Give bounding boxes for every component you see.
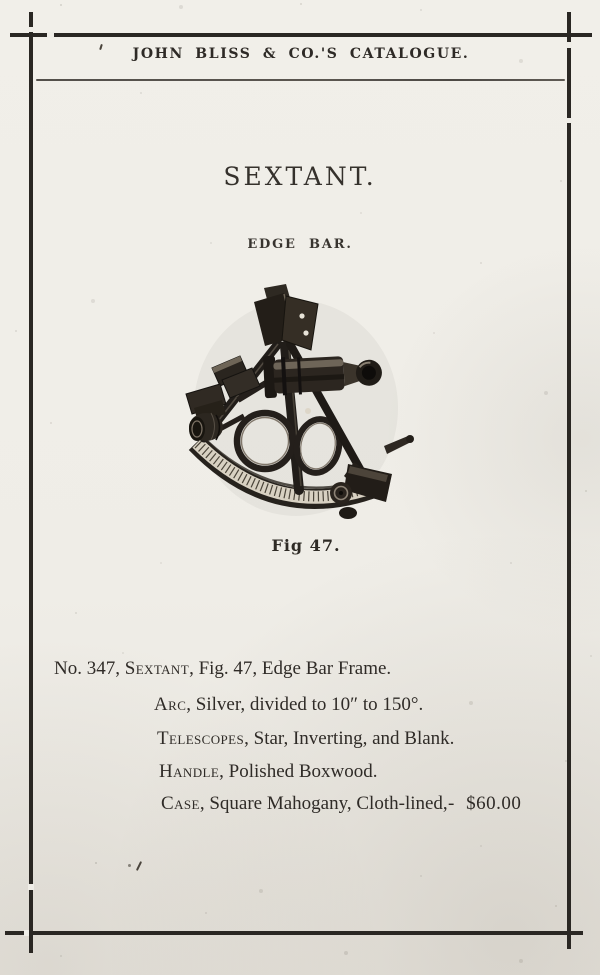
- item-lead: Handle: [159, 761, 220, 782]
- item-rest: , Star, Inverting, and Blank.: [244, 728, 455, 749]
- figure-caption: Fig 47.: [271, 536, 341, 555]
- paper-speckle: [0, 0, 2, 2]
- item-rest: , Silver, divided to 10″ to 150°.: [186, 694, 424, 715]
- item-lead: Telescopes: [157, 728, 245, 749]
- ink-speck: [128, 864, 131, 867]
- page-border-top: [10, 33, 592, 37]
- page-border-right: [567, 12, 571, 949]
- item-price: - $60.00: [448, 793, 522, 814]
- header-rule: [36, 79, 565, 81]
- listing-line-2: [154, 694, 423, 716]
- listing-line-4: [159, 761, 378, 783]
- ink-speck: [136, 861, 142, 871]
- page-subtitle: EDGE BAR.: [247, 237, 353, 252]
- item-lead: Sextant: [124, 658, 190, 679]
- item-rest: , Square Mahogany, Cloth-lined,: [199, 793, 448, 814]
- item-rest: , Fig. 47, Edge Bar Frame.: [189, 658, 392, 679]
- sextant-engraving: [178, 280, 428, 532]
- page-border-bottom: [5, 931, 583, 935]
- item-lead: Case: [161, 793, 200, 814]
- listing-line-1: [54, 658, 391, 680]
- page-title: SEXTANT.: [223, 162, 377, 191]
- item-number: No. 347,: [54, 658, 125, 679]
- listing-line-3: [157, 728, 454, 750]
- item-rest: , Polished Boxwood.: [219, 761, 378, 782]
- catalogue-header: JOHN BLISS & CO.'S CATALOGUE.: [132, 46, 470, 62]
- listing-line-5: [161, 793, 448, 815]
- item-lead: Arc: [154, 694, 187, 715]
- page-border-left: [29, 12, 33, 953]
